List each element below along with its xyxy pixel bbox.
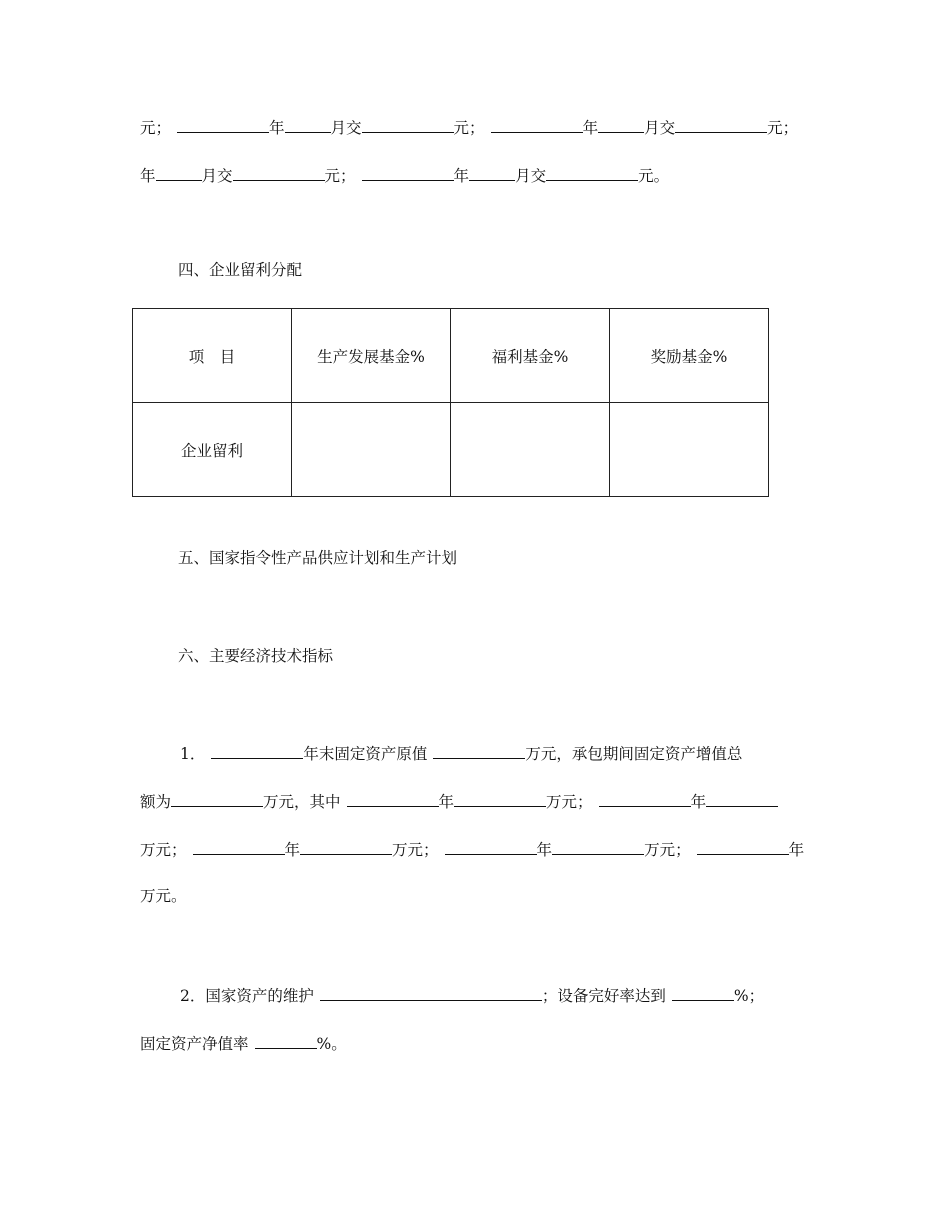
text-year: 年 [269,119,285,137]
text-percent: %； [733,987,765,1005]
blank-field[interactable] [320,984,542,1001]
blank-field[interactable] [675,116,767,133]
section-6-heading: 六、主要经济技术指标 [178,647,334,665]
profit-retention-table [132,308,769,497]
text-yuan: 元； [140,119,172,137]
text-percent-end: %。 [316,1035,347,1053]
item-1-line-4 [140,886,187,906]
table-header-row [133,309,769,403]
text-year: 年 [788,841,805,859]
header-welfare-fund: 福利基金% [451,309,610,403]
blank-field[interactable] [347,790,439,807]
blank-field[interactable] [598,116,644,133]
blank-field[interactable] [300,838,392,855]
text-month-pay: 月交 [644,119,676,137]
item-number: 2． [180,987,206,1005]
text-year: 年 [140,167,156,185]
row-label-retained-profit: 企业留利 [133,403,292,497]
text-among: 万元，其中 [263,793,341,811]
blank-field[interactable] [433,742,525,759]
blank-field[interactable] [362,164,454,181]
text-wanyuan: 万元； [546,793,593,811]
blank-field[interactable] [454,790,546,807]
blank-field[interactable] [469,164,515,181]
blank-field[interactable] [546,164,638,181]
blank-field[interactable] [491,116,583,133]
blank-field[interactable] [706,790,778,807]
contract-line-1 [140,116,798,138]
text-asset-maintenance: 国家资产的维护 [205,987,314,1005]
section-4-heading: 四、企业留利分配 [178,261,303,279]
text-wanyuan: 万元； [392,841,439,859]
table-row [133,403,769,497]
text-year: 年 [536,841,553,859]
blank-field[interactable] [177,116,269,133]
text-month-pay: 月交 [201,167,233,185]
cell-production-fund[interactable] [292,403,451,497]
blank-field[interactable] [156,164,202,181]
text-net-value-rate: 固定资产净值率 [140,1035,249,1053]
text-wanyuan: 万元； [140,841,187,859]
blank-field[interactable] [255,1032,317,1049]
header-production-fund: 生产发展基金% [292,309,451,403]
text-increment: 万元，承包期间固定资产增值总 [525,745,743,763]
blank-field[interactable] [171,790,263,807]
text-fixed-assets: 年末固定资产原值 [303,745,428,763]
blank-field[interactable] [552,838,644,855]
text-month-pay: 月交 [515,167,547,185]
text-year: 年 [582,119,599,137]
blank-field[interactable] [445,838,537,855]
blank-field[interactable] [193,838,285,855]
text-year: 年 [438,793,455,811]
blank-field[interactable] [233,164,325,181]
item-1-line-1 [180,742,742,764]
text-month-pay: 月交 [330,119,362,137]
text-year: 年 [453,167,470,185]
text-wanyuan-end: 万元。 [140,887,187,905]
text-equipment-rate: ；设备完好率达到 [541,987,666,1005]
cell-welfare-fund[interactable] [451,403,610,497]
blank-field[interactable] [285,116,331,133]
cell-bonus-fund[interactable] [610,403,769,497]
item-2-line-2 [140,1032,347,1054]
text-yuan: 元。 [638,167,670,185]
item-2-line-1 [180,984,764,1006]
blank-field[interactable] [362,116,454,133]
section-5-heading: 五、国家指令性产品供应计划和生产计划 [178,549,458,567]
text-yuan: 元； [324,167,356,185]
text-yuan: 元； [767,119,799,137]
blank-field[interactable] [211,742,303,759]
text-yuan: 元； [453,119,485,137]
item-1-line-2 [140,790,778,812]
contract-line-2 [140,164,669,186]
header-bonus-fund: 奖励基金% [610,309,769,403]
text-amount: 额为 [140,793,172,811]
blank-field[interactable] [697,838,789,855]
text-year: 年 [284,841,301,859]
blank-field[interactable] [672,984,734,1001]
item-1-line-3 [140,838,804,860]
item-number: 1． [180,745,206,763]
header-item: 项 目 [133,309,292,403]
text-year: 年 [690,793,707,811]
blank-field[interactable] [599,790,691,807]
text-wanyuan: 万元； [644,841,691,859]
